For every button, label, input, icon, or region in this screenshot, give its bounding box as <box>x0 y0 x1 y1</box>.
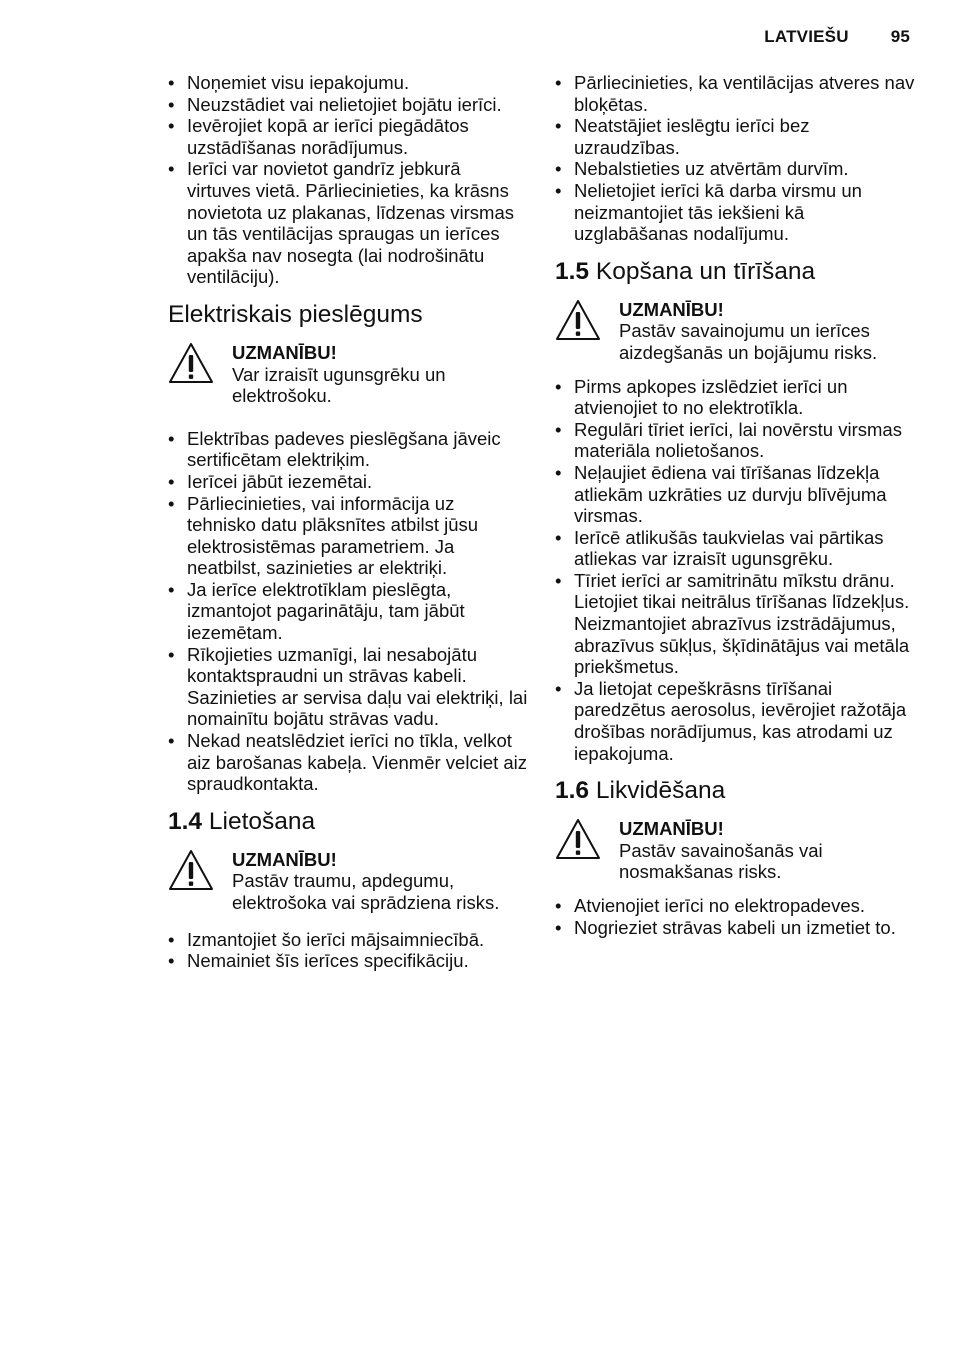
intro-list-right <box>555 72 915 245</box>
section-title: Likvidēšana <box>595 777 726 805</box>
intro-list-left <box>168 72 528 288</box>
warning-box-care <box>555 299 915 364</box>
section-heading-electrical: Elektriskais pieslēgums <box>168 300 423 328</box>
header-language: LATVIEŠU <box>764 27 849 46</box>
list-item: • Ievērojiet kopā ar ierīci piegādātos uzstādīšanas norādījumus. <box>168 115 528 158</box>
page-number: 95 <box>890 27 910 46</box>
warning-box-use <box>168 849 528 914</box>
warning-text: Pastāv savainojumu un ierīces aizdegšanās un bojājumu risks. <box>619 320 878 363</box>
page-header <box>764 27 910 47</box>
list-item: • Pārliecinieties, vai informācija uz tehnisko datu plāksnītes atbilst jūsu elektrosistēmas parametriem. Ja neatbilst, sazinieties ar elektriķi. <box>168 493 528 579</box>
list-item: • Noņemiet visu iepakojumu. <box>168 72 528 94</box>
list-item: • Elektrības padeves pieslēgšana jāveic sertificētam elektriķim. <box>168 428 528 471</box>
list-item: • Pirms apkopes izslēdziet ierīci un atvienojiet to no elektrotīkla. <box>555 376 915 419</box>
disposal-list <box>555 895 915 938</box>
list-item: • Ja lietojat cepeškrāsns tīrīšanai paredzētus aerosolus, ievērojiet ražotāja drošības norādījumus, kas atrodami uz iepakojuma. <box>555 678 915 764</box>
right-column <box>555 72 915 938</box>
list-item: • Izmantojiet šo ierīci mājsaimniecībā. <box>168 929 528 951</box>
list-item: • Nemainiet šīs ierīces specifikāciju. <box>168 950 528 972</box>
warning-title: UZMANĪBU! <box>232 848 337 870</box>
list-item: • Ierīci var novietot gandrīz jebkurā virtuves vietā. Pārliecinieties, ka krāsns novietota uz plakanas, līdzenas virsmas un tās ventilācijas spraugas un ierīces apakša nav nosegta (lai nodrošinātu ventilāciju). <box>168 158 528 288</box>
list-item: • Nelietojiet ierīci kā darba virsmu un neizmantojiet tās iekšieni kā uzglabāšanas nodalījumu. <box>555 180 915 245</box>
warning-box-electrical <box>168 342 528 407</box>
left-column <box>168 72 528 972</box>
use-list <box>168 929 528 972</box>
warning-title: UZMANĪBU! <box>232 341 337 363</box>
electrical-list <box>168 428 528 795</box>
list-item: • Neļaujiet ēdiena vai tīrīšanas līdzekļa atliekām uzkrāties uz durvju blīvējuma virsmas. <box>555 462 915 527</box>
warning-title: UZMANĪBU! <box>619 818 724 840</box>
section-title: Kopšana un tīrīšana <box>595 257 816 285</box>
list-item: • Rīkojieties uzmanīgi, lai nesabojātu kontaktspraudni un strāvas kabeli. Sazinieties ar servisa daļu vai elektriķi, lai nomainītu bojātu strāvas vadu. <box>168 644 528 730</box>
warning-triangle-icon <box>168 849 214 891</box>
list-item: • Nekad neatslēdziet ierīci no tīkla, velkot aiz barošanas kabeļa. Vienmēr velciet aiz spraudkontakta. <box>168 730 528 795</box>
section-number: 1.6 <box>555 777 590 805</box>
list-item: • Nebalstieties uz atvērtām durvīm. <box>555 158 915 180</box>
warning-triangle-icon <box>555 299 601 341</box>
section-heading-care <box>555 257 915 287</box>
list-item: • Ja ierīce elektrotīklam pieslēgta, izmantojot pagarinātāju, tam jābūt iezemētam. <box>168 579 528 644</box>
list-item: • Tīriet ierīci ar samitrinātu mīkstu drānu. Lietojiet tikai neitrālus tīrīšanas līdzekļus. Neizmantojiet abrazīvus izstrādājumus, abrazīvus sūkļus, šķīdinātājus vai metāla priekšmetus. <box>555 570 915 678</box>
warning-title: UZMANĪBU! <box>619 298 724 320</box>
warning-text: Var izraisīt ugunsgrēku un elektrošoku. <box>232 363 446 407</box>
list-item: • Neuzstādiet vai nelietojiet bojātu ierīci. <box>168 94 528 116</box>
care-list <box>555 376 915 765</box>
warning-text: Pastāv savainošanās vai nosmakšanas risks. <box>619 839 823 883</box>
list-item: • Neatstājiet ieslēgtu ierīci bez uzraudzības. <box>555 115 915 158</box>
section-number: 1.4 <box>168 807 203 835</box>
section-heading-use <box>168 807 528 837</box>
section-heading-disposal <box>555 776 915 806</box>
section-title: Lietošana <box>208 807 316 835</box>
list-item: • Ierīcē atlikušās taukvielas vai pārtikas atliekas var izraisīt ugunsgrēku. <box>555 527 915 570</box>
warning-box-disposal <box>555 818 915 883</box>
warning-triangle-icon <box>168 342 214 384</box>
warning-text: Pastāv traumu, apdegumu, elektrošoka vai sprādziena risks. <box>232 870 500 913</box>
list-item: • Pārliecinieties, ka ventilācijas atveres nav bloķētas. <box>555 72 915 115</box>
list-item: • Nogrieziet strāvas kabeli un izmetiet to. <box>555 917 915 939</box>
section-number: 1.5 <box>555 257 590 285</box>
list-item: • Ierīcei jābūt iezemētai. <box>168 471 528 493</box>
warning-triangle-icon <box>555 818 601 860</box>
list-item: • Atvienojiet ierīci no elektropadeves. <box>555 895 915 917</box>
list-item: • Regulāri tīriet ierīci, lai novērstu virsmas materiāla nolietošanos. <box>555 419 915 462</box>
